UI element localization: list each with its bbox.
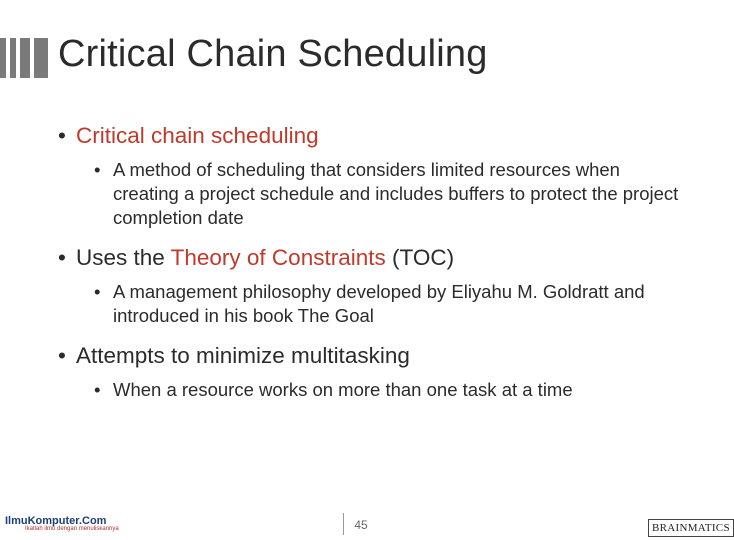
sub-bullet-3-1: [58, 378, 688, 402]
title-accent-bars: [0, 38, 52, 78]
sub-bullet-text: When a resource works on more than one task at a time: [113, 379, 573, 400]
accent-bar: [34, 38, 48, 78]
bullet-dot-icon: •: [94, 159, 101, 180]
footer-logo-text: IlmuKomputer.Com: [5, 515, 107, 527]
bullet-2-text-after: (TOC): [385, 245, 455, 270]
bullet-1: [58, 122, 688, 150]
sub-bullet-text: A management philosophy developed by Eliyahu M. Goldratt and introduced in his book The Goal: [113, 281, 645, 326]
accent-bar: [20, 38, 30, 78]
bullet-3-text: Attempts to minimize multitasking: [76, 343, 410, 368]
page-number: 45: [354, 518, 368, 532]
bullet-dot-icon: •: [94, 379, 101, 400]
bullet-2-text-before: Uses the: [76, 245, 171, 270]
footer-logo-right: BRAINMATICS: [648, 519, 734, 537]
footer-logo-left: [5, 515, 119, 532]
sub-bullet-2-1: [58, 280, 688, 328]
accent-bar: [10, 38, 16, 78]
slide-title: Critical Chain Scheduling: [58, 33, 488, 75]
slide-content: [58, 122, 688, 402]
bullet-2-highlight: Theory of Constraints: [170, 245, 386, 270]
sub-bullet-text: A method of scheduling that considers limited resources when creating a project schedule and includes buffers to protect the project completion date: [113, 159, 679, 228]
accent-bar: [0, 38, 6, 78]
bullet-2: [58, 244, 688, 272]
bullet-dot-icon: •: [58, 343, 66, 368]
sub-bullet-1-1: [58, 158, 688, 230]
bullet-dot-icon: •: [58, 123, 66, 148]
bullet-dot-icon: •: [94, 281, 101, 302]
bullet-dot-icon: •: [58, 245, 66, 270]
bullet-1-text: Critical chain scheduling: [76, 123, 319, 148]
page-divider: [343, 513, 344, 535]
footer-logo-tagline: Ikatlah ilmu dengan menuliskannya: [25, 526, 119, 532]
bullet-3: [58, 342, 688, 370]
